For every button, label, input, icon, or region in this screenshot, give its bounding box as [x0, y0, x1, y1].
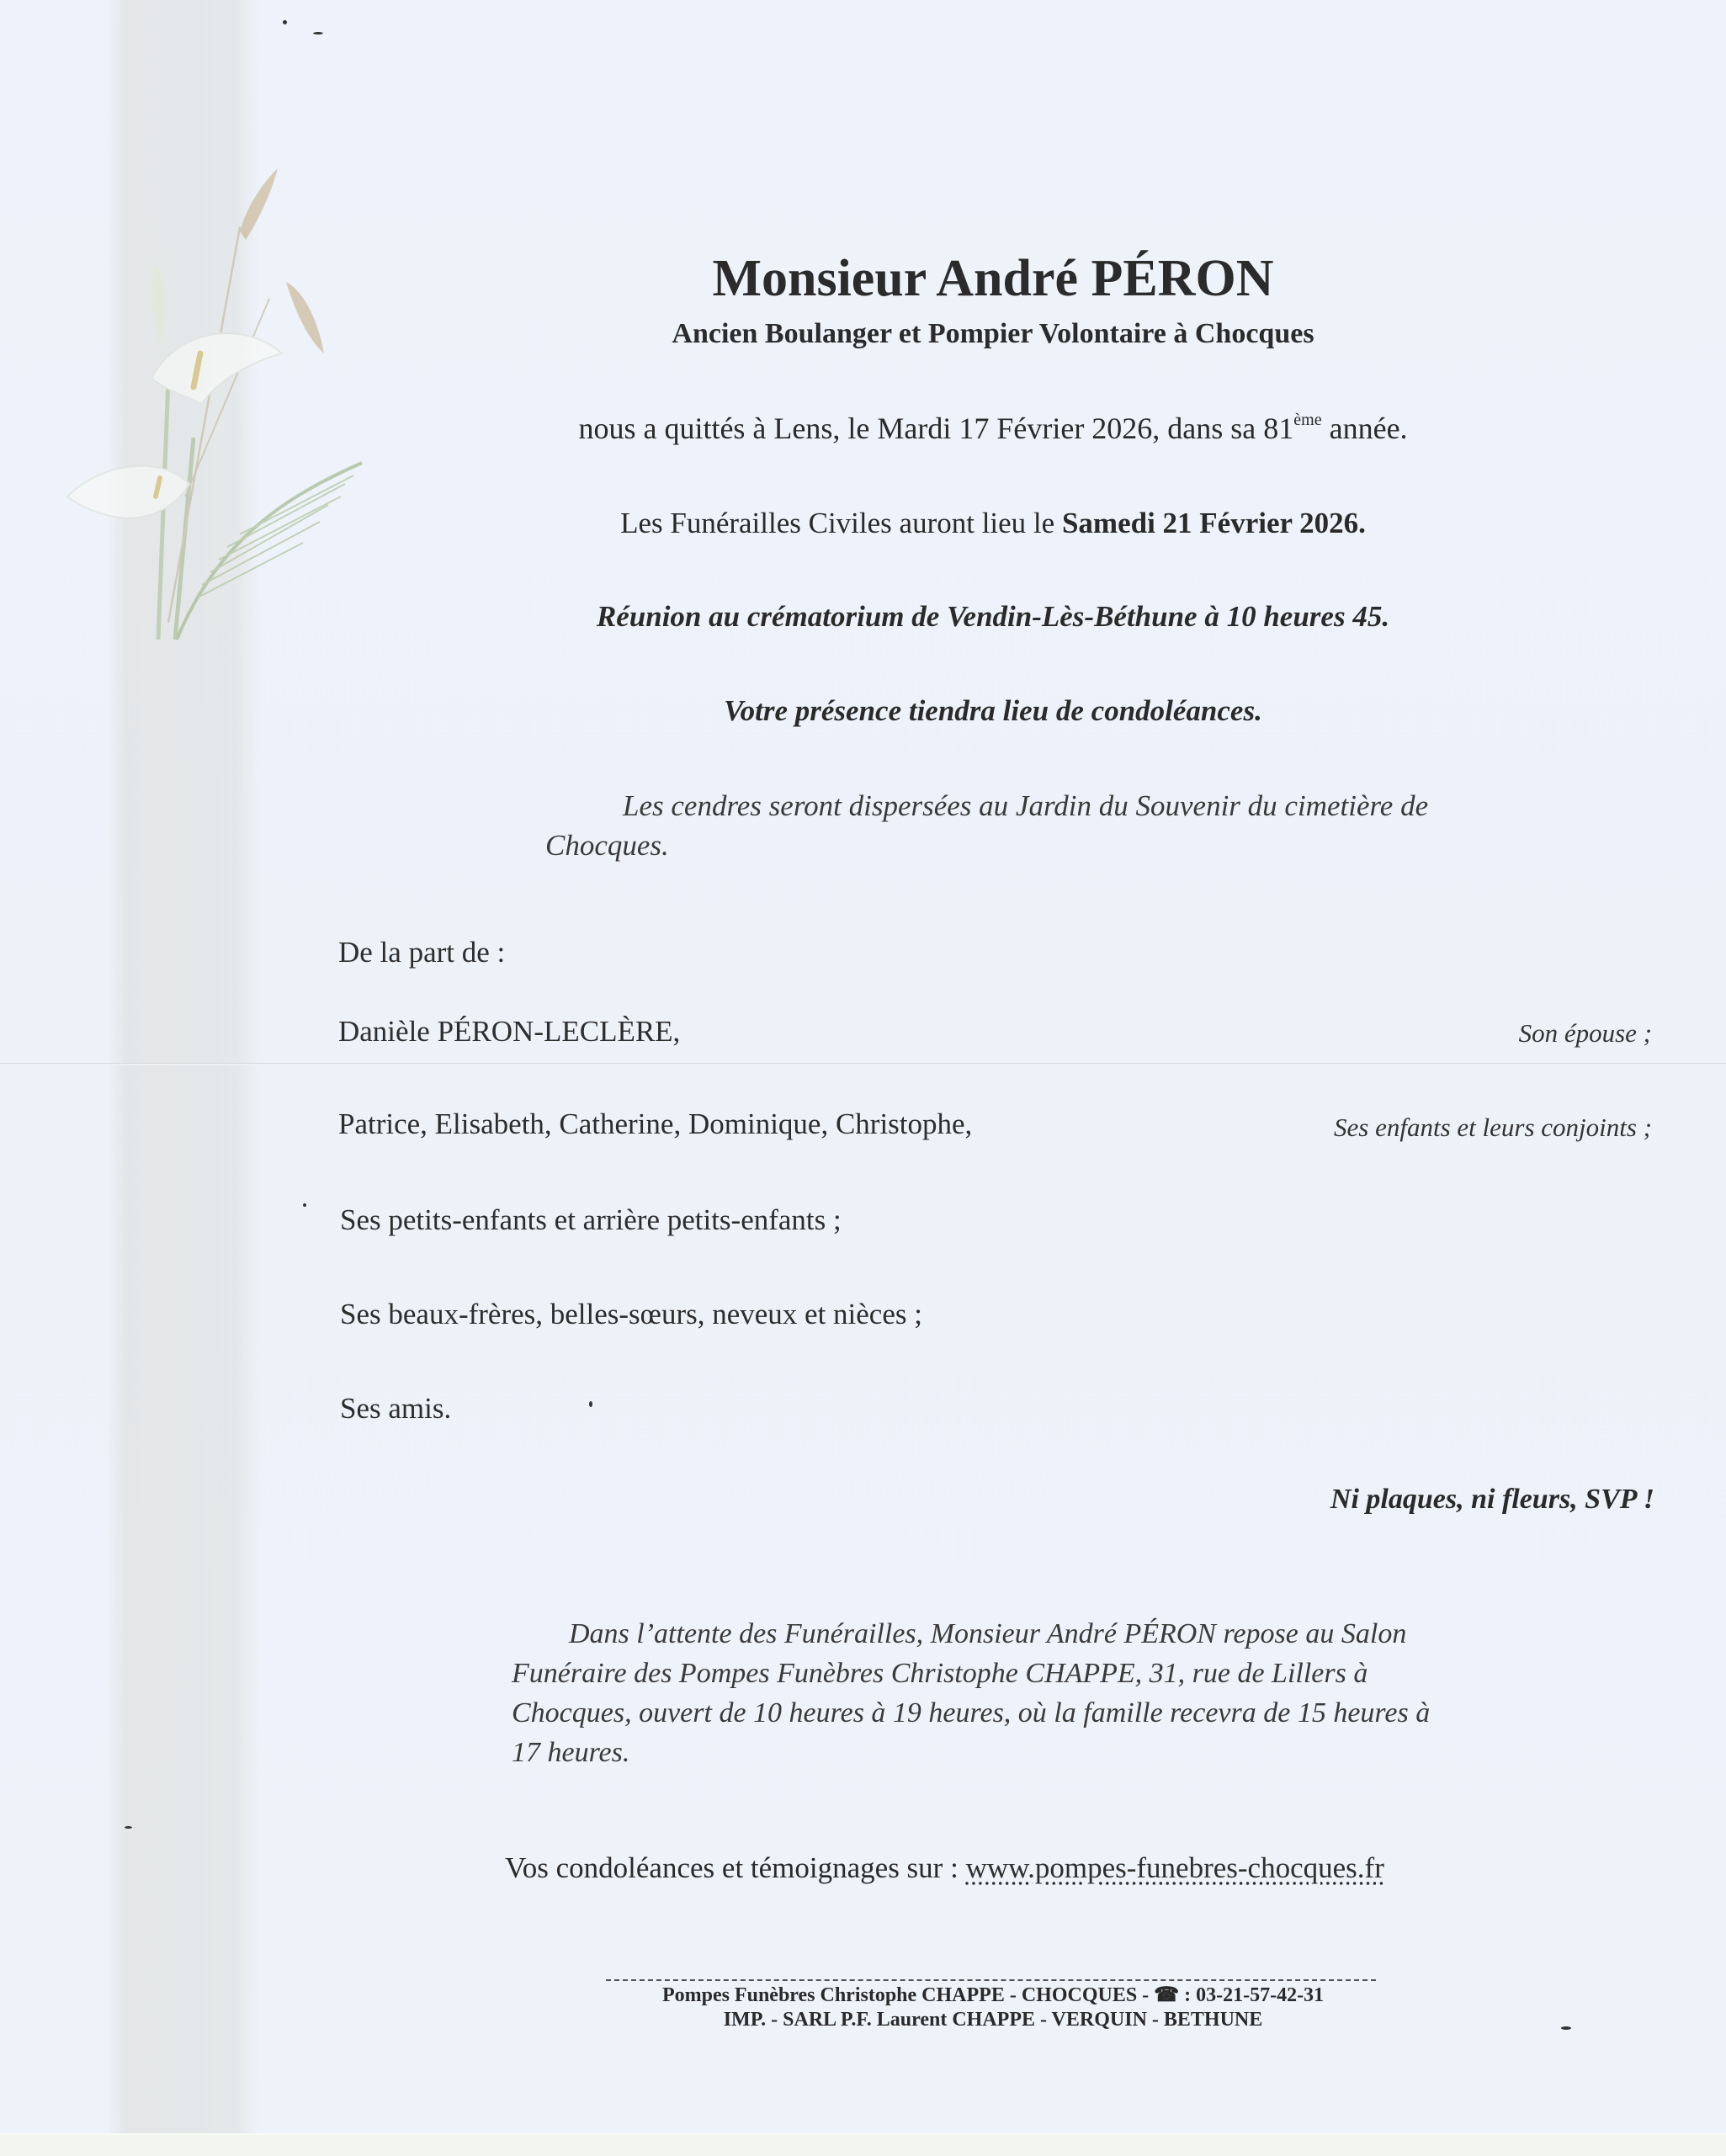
- deceased-occupation: Ancien Boulanger et Pompier Volontaire à Chocques: [672, 318, 1314, 349]
- death-announcement: [0, 411, 1726, 446]
- crematorium-meeting: Réunion au crématorium de Vendin-Lès-Béthune à 10 heures 45.: [596, 600, 1390, 633]
- death-announcement-end: année.: [1321, 412, 1408, 445]
- funeral-date: Samedi 21 Février 2026.: [1061, 507, 1366, 539]
- condolences-note: Votre présence tiendra lieu de condoléances.: [724, 694, 1262, 727]
- wake-information: Dans l’attente des Funérailles, Monsieur André PÉRON repose au Salon Funéraire des Pompes Funèbres Christophe CHAPPE, 31, rue de Lillers à Chocques, ouvert de 10 heures à 19 heures, où la famille recevra de 15 heures à 17 heures.: [512, 1618, 1431, 1768]
- printer-credit: IMP. - SARL P.F. Laurent CHAPPE - VERQUIN - BETHUNE: [723, 2009, 1263, 2031]
- no-flowers-request: Ni plaques, ni fleurs, SVP !: [1330, 1484, 1654, 1515]
- online-condolences: [505, 1851, 1384, 1885]
- funeral-home-website-link[interactable]: www.pompes-funebres-chocques.fr: [965, 1851, 1384, 1884]
- family-entry-names: Ses petits-enfants et arrière petits-enfants ;: [340, 1203, 842, 1236]
- scan-speck: [283, 20, 287, 24]
- funeral-home-contact: [0, 1983, 1726, 2007]
- family-entry-names: Ses amis.: [340, 1392, 452, 1425]
- family-entry-names: Danièle PÉRON-LECLÈRE,: [338, 1015, 681, 1048]
- family-entry-names: Patrice, Elisabeth, Catherine, Dominique, Christophe,: [338, 1107, 973, 1140]
- online-condolences-label: Vos condoléances et témoignages sur :: [505, 1851, 966, 1884]
- deceased-name: Monsieur André PÉRON: [712, 250, 1274, 307]
- family-intro: De la part de :: [338, 936, 506, 969]
- funeral-date-intro: Les Funérailles Civiles auront lieu le: [620, 507, 1062, 539]
- funeral-home-phone: : 03-21-57-42-31: [1179, 1984, 1325, 2006]
- funeral-date-line: [0, 507, 1726, 540]
- ordinal-suffix: ème: [1293, 411, 1322, 429]
- ashes-dispersal-note: Les cendres seront dispersées au Jardin du Souvenir du cimetière de Chocques.: [545, 789, 1429, 862]
- scan-speck: [125, 1826, 132, 1829]
- scan-speck: [1561, 2026, 1571, 2030]
- scan-speck: [303, 1203, 306, 1207]
- funeral-home-name: Pompes Funèbres Christophe CHAPPE - CHOCQUES -: [661, 1984, 1155, 2006]
- family-entry-names: Ses beaux-frères, belles-sœurs, neveux et nièces ;: [340, 1298, 922, 1330]
- death-announcement-text: nous a quittés à Lens, le Mardi 17 Février 2026, dans sa 81: [578, 412, 1294, 445]
- paper-fold-line: [0, 1063, 1726, 1065]
- family-entry-relation: Son épouse ;: [1518, 1018, 1652, 1048]
- calla-lily-wheat-illustration: [50, 101, 370, 673]
- scan-speck: [589, 1401, 592, 1407]
- telephone-icon: ☎: [1154, 1984, 1180, 2006]
- family-entry-relation: Ses enfants et leurs conjoints ;: [1334, 1113, 1652, 1142]
- footer-dashed-rule: [606, 1979, 1376, 1981]
- scan-speck: [313, 32, 323, 35]
- scan-bottom-strip: [0, 2133, 1726, 2156]
